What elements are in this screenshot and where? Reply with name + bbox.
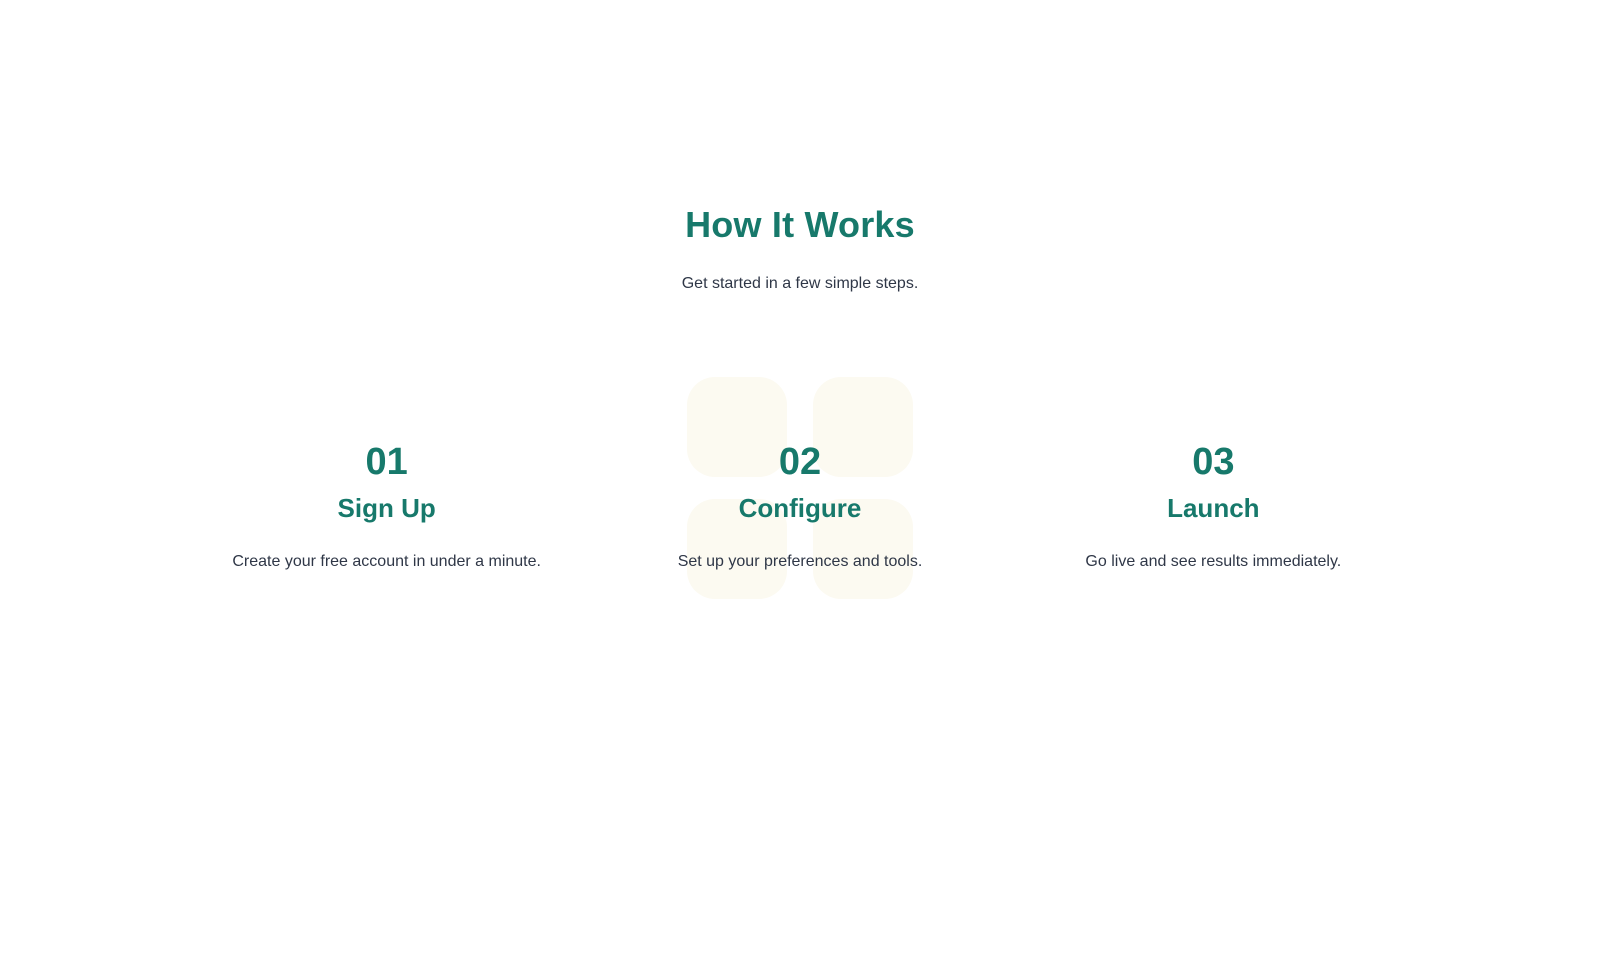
step-configure bbox=[593, 439, 1006, 574]
section-subtitle: Get started in a few simple steps. bbox=[681, 275, 919, 292]
step-title: Launch bbox=[1167, 493, 1260, 523]
step-title: Sign Up bbox=[337, 493, 436, 523]
section-title: How It Works bbox=[685, 204, 915, 245]
step-description: Set up your preferences and tools. bbox=[677, 553, 923, 570]
step-number: 02 bbox=[778, 441, 822, 483]
step-description: Create your free account in under a minute. bbox=[232, 553, 541, 570]
step-description: Go live and see results immediately. bbox=[1085, 553, 1342, 570]
step-sign-up bbox=[180, 439, 593, 574]
step-number: 03 bbox=[1192, 441, 1235, 483]
steps-row bbox=[180, 439, 1420, 574]
step-number: 01 bbox=[365, 441, 408, 483]
step-title: Configure bbox=[738, 493, 862, 523]
step-launch bbox=[1007, 439, 1420, 574]
